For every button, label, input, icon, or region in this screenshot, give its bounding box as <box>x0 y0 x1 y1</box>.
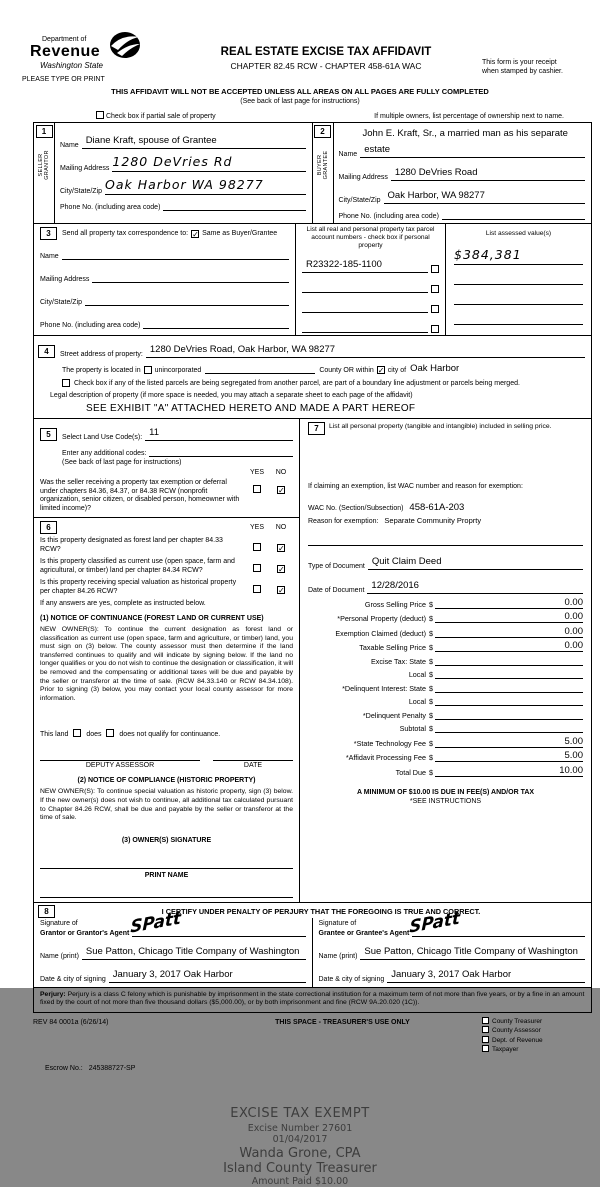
section8-number: 8 <box>38 905 55 918</box>
personal-property-section <box>300 419 591 902</box>
county-treasurer-checkbox[interactable] <box>482 1017 489 1024</box>
seller-address-value: 1280 DeVries Rd <box>112 154 233 169</box>
fee-value-3: 0.00 <box>564 640 583 651</box>
assessor-date-field[interactable] <box>213 760 293 769</box>
unincorporated-label: unincorporated <box>154 367 202 374</box>
dollar-sign: $ <box>429 738 433 748</box>
section4-number: 4 <box>38 345 55 358</box>
land-use-section <box>34 419 299 518</box>
fee-value-1: 0.00 <box>564 611 583 622</box>
agency-line1: Department of <box>42 36 87 43</box>
receipt-note <box>482 36 600 83</box>
grantee-signature-of: Signature of <box>318 919 357 927</box>
deputy-assessor-label: DEPUTY ASSESSOR <box>85 762 155 770</box>
historic-question: Is this property receiving special valuation as historical property per chapter 84.26 RCW? <box>40 579 237 595</box>
seller-buyer-section <box>34 123 591 224</box>
owners-signature-field[interactable] <box>40 868 293 869</box>
assessed-field-2[interactable] <box>454 275 583 285</box>
fee-field-0[interactable] <box>435 598 583 609</box>
escrow-value: 245388727-SP <box>88 1064 136 1072</box>
corr-phone-label: Phone No. (including area code) <box>40 322 141 329</box>
grantor-date-field[interactable] <box>109 964 306 983</box>
city-of-checkbox[interactable]: ✓ <box>377 366 385 375</box>
section7-number: 7 <box>308 422 325 435</box>
grantee-role-label: Grantee or Grantee's Agent <box>318 929 410 937</box>
parcel-number-value: R23322-185-1100 <box>306 259 382 270</box>
notice2-title: (2) NOTICE OF COMPLIANCE (HISTORIC PROPERTY) <box>77 777 256 785</box>
stamp-date: 01/04/2017 <box>272 1133 328 1145</box>
seller-sidecol <box>34 123 55 223</box>
additional-codes-label: Enter any additional codes: <box>62 450 147 457</box>
section5-number: 5 <box>40 428 57 441</box>
personal-property-label: List all personal property (tangible and intangible) included in selling price. <box>329 423 552 430</box>
doc-type-label: Type of Document <box>308 563 365 570</box>
corr-address-field[interactable] <box>92 273 289 283</box>
certification-section <box>34 903 591 988</box>
additional-codes-field[interactable] <box>149 447 293 457</box>
fee-field-2[interactable] <box>435 627 583 638</box>
doc-date-value: 12/28/2016 <box>371 580 419 591</box>
personal-property-checkbox-2[interactable] <box>431 285 439 293</box>
corr-phone-field[interactable] <box>143 319 289 329</box>
personal-property-checkbox-1[interactable] <box>431 265 439 273</box>
section2-number: 2 <box>314 125 331 138</box>
seller-address-field[interactable] <box>112 153 305 172</box>
qualify-does-label: does <box>86 731 102 739</box>
stamp-treasurer-title: Island County Treasurer <box>223 1160 377 1176</box>
qualify-prefix: This land <box>40 731 69 739</box>
reason-value: Separate Community Proprty <box>384 516 482 525</box>
assessed-field-4[interactable] <box>454 315 583 325</box>
fee-label-0: Gross Selling Price <box>364 599 426 609</box>
reason-row <box>308 516 583 525</box>
fee-label-4: Excise Tax: State <box>371 656 426 666</box>
parcel-header-line2: account numbers - check box if personal property <box>311 234 430 249</box>
personal-property-blank-field[interactable] <box>308 545 583 546</box>
partial-sale-checkbox[interactable] <box>96 111 104 119</box>
grantor-signature-block <box>34 908 313 987</box>
stamp-treasurer-name: Wanda Grone, CPA <box>239 1145 361 1161</box>
seller-name-value: Diane Kraft, spouse of Grantee <box>85 135 217 146</box>
assessed-value: $384,381 <box>454 247 522 262</box>
fee-label-8: *Delinquent Penalty <box>362 710 426 720</box>
agency-block <box>0 36 170 83</box>
city-of-label: city of <box>387 367 407 374</box>
section3-number: 3 <box>40 227 57 240</box>
fee-label-1: *Personal Property (deduct) <box>337 614 426 623</box>
historic-yes-checkbox[interactable] <box>253 585 261 593</box>
please-type-or-print: PLEASE TYPE OR PRINT <box>22 76 105 83</box>
fee-field-10[interactable] <box>435 737 583 748</box>
tax-correspondence-section <box>34 224 591 336</box>
seller-address-label: Mailing Address <box>60 165 110 172</box>
county-field[interactable] <box>205 373 315 374</box>
exemption-claim-label: If claiming an exemption, list WAC number and reason for exemption: <box>308 483 523 490</box>
assessed-field-1[interactable] <box>454 246 583 265</box>
wac-label: WAC No. (Section/Subsection) <box>308 505 404 512</box>
distribution-list <box>482 1017 592 1055</box>
parcel-field-4[interactable] <box>302 323 428 333</box>
wac-value: 458-61A-203 <box>409 502 465 513</box>
fee-value-12: 10.00 <box>559 764 583 776</box>
fee-label-11: *Affidavit Processing Fee <box>345 753 426 762</box>
dollar-sign: $ <box>429 628 433 638</box>
perjury-label: Perjury: <box>40 990 66 998</box>
doc-type-field[interactable] <box>368 551 583 570</box>
form-body <box>33 122 592 1013</box>
seller-grantor-label <box>38 136 50 194</box>
fee-field-5[interactable] <box>435 669 583 679</box>
notice2-body: NEW OWNER(S): To continue special valuation as historic property, sign (3) below. If the new owner(s) does not wish to continue, all additional tax calculated pursuant to Chapter 84.26 RCW, shall be due and payable by the seller or transferor at the time of sale. <box>40 788 293 822</box>
seller-city-value: Oak Harbor WA 98277 <box>105 177 264 192</box>
perjury-text: Perjury is a class C felony which is punishable by imprisonment in the state correctional institution for a maximum term of not more than five years, or by a fine in an amount fixed by the court of not more than five thousand dollars ($5,000.00), or by both imprisonment and fine (RCW 9A.20.020 (1C)). <box>40 990 585 1007</box>
current-use-no-checkbox[interactable]: ✓ <box>278 565 285 574</box>
grantee-signature: SPatt <box>408 908 460 938</box>
sec5-yes-header: YES <box>249 469 264 476</box>
treasurer-use-label: THIS SPACE - TREASURER'S USE ONLY <box>275 1018 410 1026</box>
grantee-date-value: January 3, 2017 Oak Harbor <box>391 968 512 980</box>
dollar-sign: $ <box>429 656 433 666</box>
parcel-field-1[interactable] <box>302 254 428 273</box>
grantee-date-field[interactable] <box>387 964 585 983</box>
assessor-signature-row <box>40 760 293 769</box>
grantee-signature-block <box>313 908 592 987</box>
agency-line2: Revenue <box>30 43 101 60</box>
sec6-yes-header: YES <box>249 524 264 531</box>
section6-number: 6 <box>40 521 57 534</box>
fee-field-12[interactable] <box>435 766 583 777</box>
dollar-sign: $ <box>429 767 433 777</box>
taxpayer-checkbox[interactable] <box>482 1045 489 1052</box>
corr-city-field[interactable] <box>85 296 289 306</box>
buyer-name-overflow: John E. Kraft, Sr., a married man as his separate <box>362 128 568 139</box>
seller-name-label: Name <box>60 142 79 149</box>
grantee-name-label: Name (print) <box>318 952 358 960</box>
does-qualify-checkbox[interactable] <box>73 729 81 737</box>
fee-label-3: Taxable Selling Price <box>359 643 426 652</box>
forest-yes-checkbox[interactable] <box>253 543 261 551</box>
buyer-name-field[interactable] <box>360 139 585 158</box>
fee-field-4[interactable] <box>435 656 583 666</box>
land-use-field[interactable] <box>145 422 293 441</box>
fee-field-8[interactable] <box>435 710 583 720</box>
county-assessor-label: County Assessor <box>492 1027 541 1035</box>
middle-columns <box>34 419 591 903</box>
print-name-label: PRINT NAME <box>144 871 189 879</box>
treasurer-stamp <box>0 1106 600 1187</box>
current-use-question: Is this property classified as current use (open space, farm and agricultural, or timber) land per chapter 84.34 RCW? <box>40 558 235 574</box>
assessor-date-label: DATE <box>243 762 263 770</box>
buyer-grantee-label <box>317 136 329 194</box>
agency-line3: Washington State <box>40 61 104 70</box>
grantor-signature: SPatt <box>130 908 182 938</box>
minimum-note: A MINIMUM OF $10.00 IS DUE IN FEE(S) AND/OR TAX <box>356 788 535 796</box>
seller-name-field[interactable] <box>82 130 306 149</box>
buyer-city-value: Oak Harbor, WA 98277 <box>387 190 485 201</box>
corr-city-label: City/State/Zip <box>40 299 83 306</box>
dept-of-revenue-checkbox[interactable] <box>482 1036 489 1043</box>
stamp-excise-number: Excise Number 27601 <box>247 1122 353 1134</box>
corr-address-label: Mailing Address <box>40 276 90 283</box>
dollar-sign: $ <box>429 614 433 623</box>
fee-label-7: Local <box>408 697 426 706</box>
escrow-row <box>45 1065 600 1072</box>
dollar-sign: $ <box>429 697 433 706</box>
receipt-note-line1: This form is your receipt <box>482 59 557 66</box>
if-yes-note: If any answers are yes, complete as instructed below. <box>40 600 206 607</box>
top-checkbox-row <box>36 111 564 120</box>
parcel-field-3[interactable] <box>302 303 428 313</box>
city-of-value: Oak Harbor <box>410 363 460 374</box>
property-address-section <box>34 336 591 419</box>
unincorporated-checkbox[interactable] <box>144 366 152 374</box>
dollar-sign: $ <box>429 710 433 720</box>
fee-label-2: Exemption Claimed (deduct) <box>335 628 426 638</box>
county-or-label: County OR within <box>319 367 374 374</box>
buyer-section <box>313 123 592 223</box>
form-title: REAL ESTATE EXCISE TAX AFFIDAVIT <box>220 46 432 58</box>
legal-desc-value: SEE EXHIBIT "A" ATTACHED HERETO AND MADE A PART HEREOF <box>86 403 416 414</box>
county-assessor-checkbox[interactable] <box>482 1026 489 1033</box>
fee-field-3[interactable] <box>435 641 583 652</box>
footer <box>33 1017 592 1055</box>
partial-sale-label: Check box if partial sale of property <box>105 113 216 120</box>
personal-property-checkbox-3[interactable] <box>431 305 439 313</box>
see-back-label: (See back of last page for instructions) <box>62 459 182 466</box>
buyer-city-field[interactable] <box>384 185 585 204</box>
warning-text: THIS AFFIDAVIT WILL NOT BE ACCEPTED UNLESS ALL AREAS ON ALL PAGES ARE FULLY COMPLETED <box>111 87 489 96</box>
exemption-no-checkbox[interactable]: ✓ <box>278 486 285 495</box>
grantor-name-field[interactable] <box>82 941 306 960</box>
same-as-buyer-checkbox[interactable]: ✓ <box>192 229 199 239</box>
grantee-name-field[interactable] <box>360 941 585 960</box>
classification-section <box>34 518 299 902</box>
assessed-header: List assessed value(s) <box>485 230 552 237</box>
reason-label: Reason for exemption: <box>308 518 379 525</box>
certify-label: I CERTIFY UNDER PENALTY OF PERJURY THAT THE FOREGOING IS TRUE AND CORRECT. <box>161 906 481 916</box>
fee-field-9[interactable] <box>435 723 583 733</box>
fee-label-12: Total Due <box>395 767 426 777</box>
wac-row <box>308 502 583 513</box>
dept-of-revenue-label: Dept. of Revenue <box>492 1036 543 1044</box>
personal-property-checkbox-4[interactable] <box>431 325 439 333</box>
assessed-field-3[interactable] <box>454 295 583 305</box>
grantor-date-label: Date & city of signing <box>40 975 106 983</box>
qualify-row <box>40 729 293 738</box>
segregated-label: Check box if any of the listed parcels are being segregated from another parcel, are part of a boundary line adjustment or parcels being merged. <box>74 380 520 387</box>
corr-name-field[interactable] <box>62 250 289 260</box>
fee-field-1[interactable] <box>435 612 583 623</box>
fee-label-10: *State Technology Fee <box>353 738 426 748</box>
stamp-exempt-line: EXCISE TAX EXEMPT <box>230 1105 370 1121</box>
grantee-name-value: Sue Patton, Chicago Title Company of Washington <box>364 945 578 957</box>
dollar-sign: $ <box>429 643 433 652</box>
notice1-body: NEW OWNER(S): To continue the current designation as forest land or classification as current use (open space, farm and agriculture, or timber) land, you must sign on (3) below. The county assessor must then determine if the land transferred continues to qualify and will indicate by signing below. If the land no longer qualifies or you do not wish to continue the designation or classification, it will be removed and the compensating or additional taxes will be due and payable by the seller or transferor at the time of sale. (RCW 84.33.140 or RCW 84.34.108). Prior to signing (3) below, you may contact your local county assessor for more information. <box>40 626 293 702</box>
stamp-amount-paid: Amount Paid $10.00 <box>251 1175 349 1187</box>
buyer-label: BUYER <box>316 154 323 176</box>
sec6-no-header: NO <box>275 524 287 531</box>
buyer-address-value: 1280 DeVries Road <box>394 167 478 178</box>
county-treasurer-label: County Treasurer <box>492 1017 543 1025</box>
buyer-phone-label: Phone No. (including area code) <box>338 213 439 220</box>
buyer-name-value: estate <box>364 144 391 155</box>
grantor-label: GRANTOR <box>44 150 50 180</box>
current-use-yes-checkbox[interactable] <box>253 564 261 572</box>
land-use-value: 11 <box>149 427 160 438</box>
title-block <box>170 36 482 83</box>
deputy-assessor-field[interactable] <box>40 760 200 769</box>
segregated-checkbox[interactable] <box>62 379 70 387</box>
dollar-sign: $ <box>429 599 433 609</box>
does-not-qualify-checkbox[interactable] <box>106 729 114 737</box>
forest-no-checkbox[interactable]: ✓ <box>278 544 285 553</box>
legal-desc-label: Legal description of property (if more space is needed, you may attach a separate sheet to each page of the affidavit) <box>50 392 413 399</box>
grantee-label: GRANTEE <box>322 150 329 180</box>
seller-city-label: City/State/Zip <box>60 188 103 195</box>
dollar-sign: $ <box>429 724 433 733</box>
doc-date-label: Date of Document <box>308 587 365 594</box>
buyer-city-label: City/State/Zip <box>338 197 381 204</box>
grantor-signature-of: Signature of <box>40 919 78 927</box>
fee-value-10: 5.00 <box>564 735 583 747</box>
fee-field-11[interactable] <box>435 751 583 762</box>
seller-city-field[interactable] <box>105 176 305 195</box>
buyer-address-field[interactable] <box>391 162 585 181</box>
qualify-does-not-label: does not qualify for continuance. <box>119 731 221 739</box>
forest-land-question: Is this property designated as forest land per chapter 84.33 RCW? <box>40 537 223 553</box>
print-name-field[interactable] <box>40 897 293 898</box>
section1-number: 1 <box>36 125 53 138</box>
doc-type-value: Quit Claim Deed <box>371 556 442 567</box>
buyer-sidecol <box>313 123 334 223</box>
escrow-label: Escrow No.: <box>45 1064 83 1072</box>
exemption-question: Was the seller receiving a property tax exemption or deferral under chapters 84.36, 84.37, or 84.38 RCW (nonprofit organization, senior citizen, or disabled person, homeowner with limited income)? <box>40 479 240 512</box>
seller-section <box>34 123 313 223</box>
seller-phone-label: Phone No. (including area code) <box>60 204 161 211</box>
corr-name-label: Name <box>40 253 59 260</box>
land-use-label: Select Land Use Code(s): <box>62 434 143 441</box>
grantor-role-label: Grantor or Grantor's Agent <box>40 929 130 937</box>
revenue-logo-icon <box>108 30 142 67</box>
parcel-field-2[interactable] <box>302 283 428 293</box>
fee-label-5: Local <box>408 670 426 679</box>
seller-phone-field[interactable] <box>163 201 305 211</box>
parcel-header-line1: List all real and personal property tax parcel <box>306 226 435 233</box>
fee-field-6[interactable] <box>435 683 583 693</box>
street-address-value: 1280 DeVries Road, Oak Harbor, WA 98277 <box>149 344 336 355</box>
see-instructions: *SEE INSTRUCTIONS <box>409 797 482 805</box>
doc-date-field[interactable] <box>367 575 583 594</box>
multiple-owners-note: If multiple owners, list percentage of ownership next to name. <box>374 113 564 120</box>
owners-signature-label: (3) OWNER(S) SIGNATURE <box>121 836 212 844</box>
receipt-note-line2: when stamped by cashier. <box>482 68 563 75</box>
same-as-buyer-label: Same as Buyer/Grantee <box>202 230 278 237</box>
form-subtitle: CHAPTER 82.45 RCW - CHAPTER 458-61A WAC <box>230 61 422 71</box>
fee-value-11: 5.00 <box>564 750 583 761</box>
grantor-name-label: Name (print) <box>40 952 79 960</box>
dollar-sign: $ <box>429 670 433 679</box>
rev-number: REV 84 0001a (6/26/14) <box>33 1018 109 1026</box>
fee-label-6: *Delinquent Interest: State <box>342 683 426 693</box>
exemption-yes-checkbox[interactable] <box>253 485 261 493</box>
perjury-notice <box>34 988 591 1012</box>
taxpayer-label: Taxpayer <box>492 1046 519 1054</box>
located-label: The property is located in <box>62 367 141 374</box>
grantor-date-value: January 3, 2017 Oak Harbor <box>112 968 233 980</box>
dollar-sign: $ <box>429 683 433 693</box>
buyer-address-label: Mailing Address <box>338 174 388 181</box>
fee-label-9: Subtotal <box>399 724 426 733</box>
seller-label: SELLER <box>38 153 44 177</box>
grantee-date-label: Date & city of signing <box>318 975 385 983</box>
street-address-label: Street address of property: <box>60 351 143 358</box>
dollar-sign: $ <box>429 753 433 762</box>
buyer-name-label: Name <box>338 151 358 158</box>
historic-no-checkbox[interactable]: ✓ <box>278 586 285 595</box>
notice1-title: (1) NOTICE OF CONTINUANCE (FOREST LAND OR CURRENT USE) <box>40 615 264 622</box>
fee-field-7[interactable] <box>435 696 583 706</box>
grantor-name-value: Sue Patton, Chicago Title Company of Washington <box>85 945 300 957</box>
send-correspondence-label: Send all property tax correspondence to: <box>62 230 189 237</box>
header <box>0 0 600 83</box>
sec5-no-header: NO <box>275 469 287 476</box>
buyer-phone-field[interactable] <box>442 210 585 220</box>
fee-value-2: 0.00 <box>564 625 583 637</box>
fee-value-0: 0.00 <box>564 596 583 608</box>
warning-sub: (See back of last page for instructions) <box>240 98 360 105</box>
street-address-field[interactable] <box>146 339 585 358</box>
